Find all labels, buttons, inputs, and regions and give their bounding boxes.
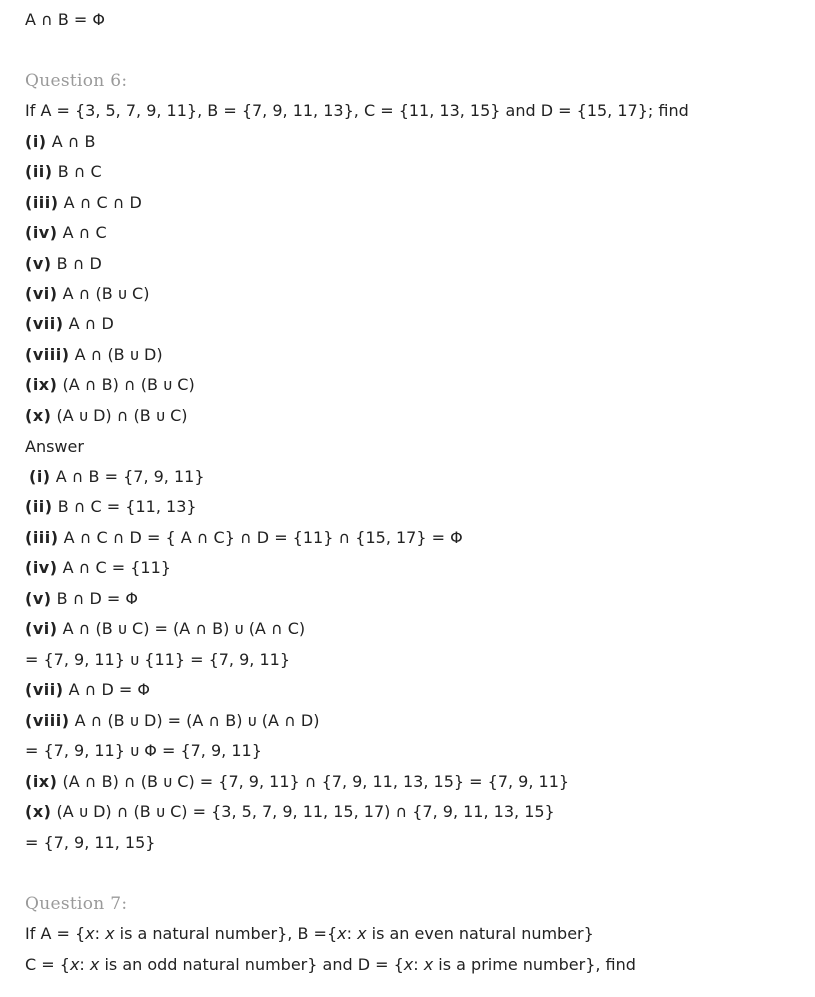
part-text: A ∩ D bbox=[68, 314, 114, 333]
part-label: (vii) bbox=[25, 314, 64, 333]
part-label: (x) bbox=[25, 406, 52, 425]
answer-label: (x) bbox=[25, 802, 52, 821]
answer-label: (vi) bbox=[25, 619, 58, 638]
variable-x: x bbox=[337, 924, 347, 943]
text-segment: C = { bbox=[25, 955, 70, 974]
q6-answer-8 bbox=[25, 711, 319, 731]
answer-heading: Answer bbox=[25, 437, 84, 456]
q6-answer-7 bbox=[25, 680, 150, 700]
part-text: (A ∩ B) ∩ (B ᴜ C) bbox=[62, 375, 195, 394]
answer-text: = {7, 9, 11} ᴜ {11} = {7, 9, 11} bbox=[25, 650, 290, 669]
q6-answer-8-continued bbox=[25, 741, 262, 761]
top-result-line: A ∩ B = Φ bbox=[25, 10, 105, 29]
text-segment: is a natural number}, B ={ bbox=[114, 924, 338, 943]
part-text: (A ᴜ D) ∩ (B ᴜ C) bbox=[56, 406, 188, 425]
question-7-heading: Question 7: bbox=[25, 894, 128, 914]
answer-label: (v) bbox=[25, 589, 52, 608]
answer-text: = {7, 9, 11} ᴜ Φ = {7, 9, 11} bbox=[25, 741, 262, 760]
q6-answer-6 bbox=[25, 619, 305, 639]
q6-part-7 bbox=[25, 314, 114, 334]
part-text: A ∩ (B ᴜ D) bbox=[74, 345, 163, 364]
answer-label: (iv) bbox=[25, 558, 58, 577]
variable-x: x bbox=[89, 955, 100, 974]
q6-answer-1 bbox=[29, 467, 205, 487]
q6-answer-3 bbox=[25, 528, 463, 548]
text-segment: : bbox=[413, 955, 424, 974]
part-text: A ∩ B bbox=[51, 132, 96, 151]
text-segment: is an odd natural number} and D = { bbox=[99, 955, 404, 974]
answer-text: A ∩ (B ᴜ D) = (A ∩ B) ᴜ (A ∩ D) bbox=[74, 711, 320, 730]
question-7-line-2 bbox=[25, 955, 636, 975]
q6-answer-10-continued bbox=[25, 833, 155, 853]
text-segment: is an even natural number} bbox=[366, 924, 594, 943]
answer-label: (vii) bbox=[25, 680, 64, 699]
text-segment: is a prime number}, find bbox=[433, 955, 636, 974]
part-label: (viii) bbox=[25, 345, 70, 364]
text-segment: : bbox=[346, 924, 358, 943]
part-label: (iv) bbox=[25, 223, 58, 242]
part-text: A ∩ C ∩ D bbox=[63, 193, 142, 212]
question-7-line-1 bbox=[25, 924, 594, 944]
q6-answer-10 bbox=[25, 802, 555, 822]
part-text: B ∩ D bbox=[56, 254, 102, 273]
part-text: A ∩ C bbox=[62, 223, 107, 242]
answer-label: (viii) bbox=[25, 711, 70, 730]
q6-part-6 bbox=[25, 284, 149, 304]
variable-x: x bbox=[423, 955, 434, 974]
q6-part-5 bbox=[25, 254, 102, 274]
q6-part-9 bbox=[25, 375, 195, 395]
answer-text: (A ∩ B) ∩ (B ᴜ C) = {7, 9, 11} ∩ {7, 9, 11, 13, 15} = {7, 9, 11} bbox=[62, 772, 570, 791]
q6-part-8 bbox=[25, 345, 163, 365]
q6-part-10 bbox=[25, 406, 188, 426]
answer-text: A ∩ D = Φ bbox=[68, 680, 150, 699]
part-label: (v) bbox=[25, 254, 52, 273]
q6-answer-2 bbox=[25, 497, 197, 517]
variable-x: x bbox=[85, 924, 95, 943]
part-label: (vi) bbox=[25, 284, 58, 303]
q6-part-4 bbox=[25, 223, 107, 243]
question-6-statement: If A = {3, 5, 7, 9, 11}, B = {7, 9, 11, 13}, C = {11, 13, 15} and D = {15, 17}; find bbox=[25, 101, 689, 120]
q6-answer-5 bbox=[25, 589, 138, 609]
part-text: B ∩ C bbox=[57, 162, 102, 181]
variable-x: x bbox=[105, 924, 115, 943]
q6-part-1 bbox=[25, 132, 96, 152]
answer-text: A ∩ C ∩ D = { A ∩ C} ∩ D = {11} ∩ {15, 17} = Φ bbox=[63, 528, 463, 547]
part-label: (i) bbox=[25, 132, 47, 151]
answer-text: (A ᴜ D) ∩ (B ᴜ C) = {3, 5, 7, 9, 11, 15, 17) ∩ {7, 9, 11, 13, 15} bbox=[56, 802, 555, 821]
answer-label: (ix) bbox=[25, 772, 58, 791]
q6-part-3 bbox=[25, 193, 142, 213]
answer-text: A ∩ C = {11} bbox=[62, 558, 171, 577]
text-segment: : bbox=[94, 924, 106, 943]
answer-text: B ∩ D = Φ bbox=[56, 589, 139, 608]
variable-x: x bbox=[403, 955, 414, 974]
part-label: (ii) bbox=[25, 162, 53, 181]
answer-text: A ∩ B = {7, 9, 11} bbox=[55, 467, 205, 486]
answer-label: (ii) bbox=[25, 497, 53, 516]
variable-x: x bbox=[69, 955, 80, 974]
q6-part-2 bbox=[25, 162, 102, 182]
text-segment: If A = { bbox=[25, 924, 86, 943]
answer-label: (i) bbox=[29, 467, 51, 486]
q6-answer-9 bbox=[25, 772, 569, 792]
q6-answer-6-continued bbox=[25, 650, 290, 670]
part-label: (ix) bbox=[25, 375, 58, 394]
answer-label: (iii) bbox=[25, 528, 59, 547]
part-text: A ∩ (B ᴜ C) bbox=[62, 284, 150, 303]
variable-x: x bbox=[357, 924, 367, 943]
part-label: (iii) bbox=[25, 193, 59, 212]
q6-answer-4 bbox=[25, 558, 171, 578]
question-6-heading: Question 6: bbox=[25, 71, 128, 91]
answer-text: B ∩ C = {11, 13} bbox=[57, 497, 197, 516]
text-segment: : bbox=[79, 955, 90, 974]
answer-text: = {7, 9, 11, 15} bbox=[25, 833, 156, 852]
answer-text: A ∩ (B ᴜ C) = (A ∩ B) ᴜ (A ∩ C) bbox=[62, 619, 306, 638]
